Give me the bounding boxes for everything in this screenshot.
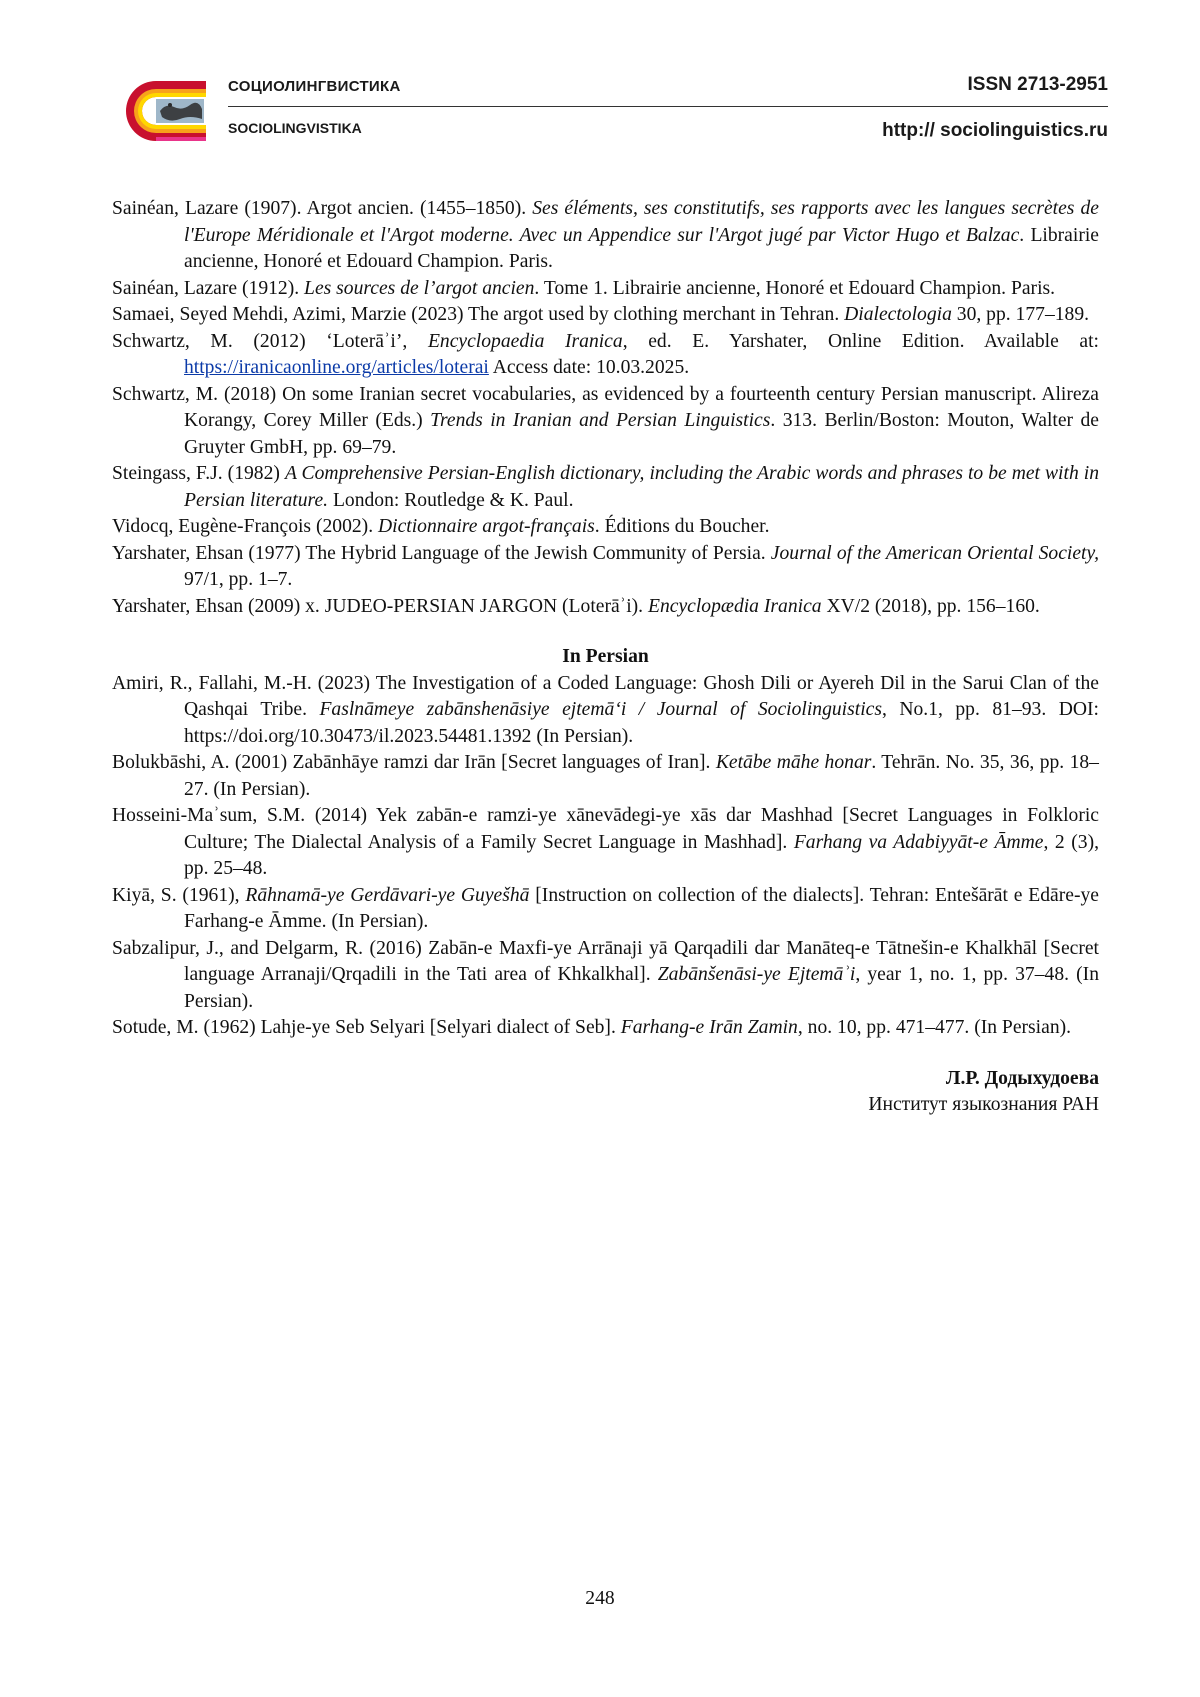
reference-item: Sotude, M. (1962) Lahje-ye Seb Selyari [Selyari dialect of Seb]. Farhang-e Irān Zamin, no. 10, pp. 471–477. (In Persian). <box>112 1017 1072 1038</box>
section-title-persian: In Persian <box>562 646 649 667</box>
journal-website: http:// sociolinguistics.ru <box>882 120 1108 141</box>
reference-item: Samaei, Seyed Mehdi, Azimi, Marzie (2023) The argot used by clothing merchant in Tehran. Dialectologia 30, pp. 177–189. <box>112 304 1090 325</box>
reference-item: Steingass, F.J. (1982) A Comprehensive Persian-English dictionary, including the Arabic words and phrases to be met with in Persian literature. London: Routledge & K. Paul. <box>112 463 1099 511</box>
reference-item: Amiri, R., Fallahi, M.-H. (2023) The Investigation of a Coded Language: Ghosh Dili or Ayereh Dil in the Sarui Clan of the Qashqai Tribe. Faslnāmeye zabānshenāsiye ejtemāʻi / Journal of Sociolinguistics, No.1, pp. 81–93. DOI: https://doi.org/10.30473/il.2023.54481.1392 (In Persian). <box>112 672 1099 747</box>
reference-item: Vidocq, Eugène-François (2002). Dictionnaire argot-français. Éditions du Boucher. <box>112 516 770 537</box>
reference-item: Sainéan, Lazare (1907). Argot ancien. (1455–1850). Ses éléments, ses constitutifs, ses rapports avec les langues secrètes de l'Europe Méridionale et l'Argot moderne. Avec un Appendice sur l'Argot jugé par Victor Hugo et Balzac. Librairie ancienne, Honoré et Edouard Champion. Paris. <box>112 198 1099 272</box>
journal-header <box>110 70 1110 150</box>
reference-list <box>112 196 1099 1119</box>
reference-item: Sainéan, Lazare (1912). Les sources de l’argot ancien. Tome 1. Librairie ancienne, Honoré et Edouard Champion. Paris. <box>112 277 1056 299</box>
reference-item: Bolukbāshi, A. (2001) Zabānhāye ramzi dar Irān [Secret languages of Iran]. Ketābe māhe honar. Tehrān. No. 35, 36, pp. 18–27. (In Persian). <box>112 752 1099 800</box>
journal-title-en: SOCIOLINGVISTIKA <box>228 120 362 136</box>
reference-item: Schwartz, M. (2012) ‘Loterāʾi’, Encyclopaedia Iranica, ed. E. Yarshater, Online Edition. Available at: https://iranicaonline.org/articles/loterai Access date: 10.03.2025. <box>112 330 1099 378</box>
journal-title-ru: СОЦИОЛИНГВИСТИКА <box>228 78 401 95</box>
reference-item: Kiyā, S. (1961), Rāhnamā-ye Gerdāvari-ye Guyešhā [Instruction on collection of the dialects]. Tehran: Entešārāt e Edāre-ye Farhang-e Āmme. (In Persian). <box>112 884 1099 932</box>
reference-item: Yarshater, Ehsan (1977) The Hybrid Language of the Jewish Community of Persia. Journal of the American Oriental Society, 97/1, pp. 1–7. <box>112 542 1099 590</box>
page-number: 248 <box>585 1588 615 1609</box>
reference-item: Hosseini-Maʾsum, S.M. (2014) Yek zabān-e ramzi-ye xānevādegi-ye xās dar Mashhad [Secret Languages in Folkloric Culture; The Dialectal Analysis of a Family Secret Language in Mashhad]. Farhang va Adabiyyāt-e Āmme, 2 (3), pp. 25–48. <box>112 805 1099 879</box>
issn: ISSN 2713-2951 <box>967 74 1108 95</box>
reference-item: Schwartz, M. (2018) On some Iranian secret vocabularies, as evidenced by a fourteenth century Persian manuscript. Alireza Korangy, Corey Miller (Eds.) Trends in Iranian and Persian Linguistics. 313. Berlin/Boston: Mouton, Walter de Gruyter GmbH, pp. 69–79. <box>112 383 1099 458</box>
reference-item: Yarshater, Ehsan (2009) x. JUDEO-PERSIAN JARGON (Loterāʾi). Encyclopædia Iranica XV/2 (2018), pp. 156–160. <box>112 595 1040 617</box>
reference-item: Sabzalipur, J., and Delgarm, R. (2016) Zabān-e Maxfi-ye Arrānaji yā Qarqadili dar Manāteq-e Tātnešin-e Khalkhāl [Secret language Arranaji/Qrqadili in the Tati area of Khkalkhal]. Zabānšenāsi-ye Ejtemāʾi, year 1, no. 1, pp. 37–48. (In Persian). <box>112 937 1099 1012</box>
header-rule <box>228 106 1108 107</box>
author-signature <box>112 1066 1099 1119</box>
author-name: Л.Р. Додыхудоева <box>945 1067 1099 1089</box>
journal-logo-icon <box>110 75 208 147</box>
author-affiliation: Институт языкознания РАН <box>868 1094 1099 1115</box>
reference-link[interactable]: https://iranicaonline.org/articles/loterai <box>184 357 489 378</box>
